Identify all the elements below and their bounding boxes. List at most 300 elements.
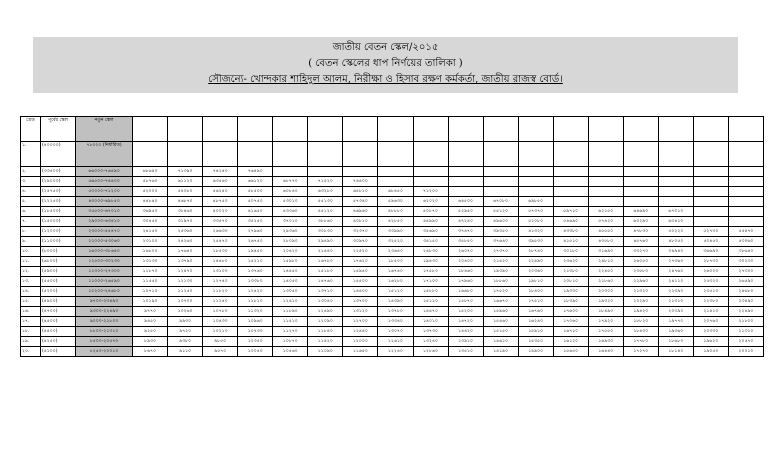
step-cell: ৪৬৮৭০ [168, 197, 203, 207]
step-cell: ৩৩২৭০ [623, 247, 658, 257]
header-row [21, 117, 764, 142]
step-cell [658, 142, 693, 167]
step-cell: ২৪২৬০ [168, 237, 203, 247]
step-cell: ২১৮০০ [728, 317, 763, 327]
step-cell: ৮৬৭০ [133, 347, 168, 357]
step-cell: ৫৬২৪০ [203, 187, 238, 197]
step-cell: ১২২৪০ [378, 347, 413, 357]
step-cell: ২০৩৩০ [693, 327, 728, 337]
step-cell: ২৬৫৯০ [728, 277, 763, 287]
step-cell: ৩৫২৫০ [238, 217, 273, 227]
step-cell: ২৫৪৭০ [203, 237, 238, 247]
step-cell [413, 142, 448, 167]
step-cell: ৪৮৮৮০ [378, 207, 413, 217]
step-cell [728, 167, 763, 177]
step-cell [553, 177, 588, 187]
step-cell: ১৮৩৯০ [553, 297, 588, 307]
grade-cell: ১১. [21, 257, 41, 267]
step-cell: ৪৭৮৩০ [623, 227, 658, 237]
step-cell: ৩৮৪৬০ [168, 207, 203, 217]
step-cell [518, 142, 553, 167]
step-cell: ৫৩০১০ [273, 197, 308, 207]
step-cell: ৪৩৫৮০ [588, 237, 623, 247]
step-cell: ৪৮৭৫০ [203, 197, 238, 207]
grade-cell: ৮. [21, 227, 41, 237]
step-cell: ১৭১০০ [413, 277, 448, 287]
step-cell: ১২৬১০ [378, 337, 413, 347]
step-cell: ১৭৬৪০ [168, 247, 203, 257]
step-cell: ৫০৮৭০ [413, 207, 448, 217]
step-cell: ৯৮৫০ [203, 337, 238, 347]
step-cell: ৪১৬৫০ [238, 207, 273, 217]
step-cell: ৬২১৫০ [588, 207, 623, 217]
step-cell: ১২৪২০ [238, 287, 273, 297]
grade-cell: ৬. [21, 207, 41, 217]
step-cell: ৯৭২০ [168, 327, 203, 337]
step-cell: ৫০৭৫০ [238, 197, 273, 207]
step-cell [448, 167, 483, 177]
grade-cell: ৩. [21, 177, 41, 187]
step-cell: ২৪৮১০ [588, 257, 623, 267]
step-cell: ১৩৭৩০ [413, 327, 448, 337]
step-cell: ১৯৩৬০ [658, 327, 693, 337]
step-cell: ২১৪৪০ [308, 247, 343, 257]
header-empty-cell [238, 117, 273, 142]
step-cell: ১৭৬২০ [343, 257, 378, 267]
step-cell [588, 187, 623, 197]
old-scale-cell: (৪৫০০) [41, 317, 76, 327]
step-cell: ৩৩৫৭০ [203, 217, 238, 227]
old-scale-cell: (২২২৫০) [41, 197, 76, 207]
step-cell: ১১৫১০ [273, 317, 308, 327]
new-scale-cell: ৫০০০০-৭১২০০ [76, 187, 133, 197]
new-scale-cell: ৮৫০০-২০৫৭০ [76, 337, 133, 347]
step-cell: ৭৪৪০০ [343, 177, 378, 187]
step-cell: ১১২৫০ [168, 287, 203, 297]
step-cell: ২৪৭৬০ [658, 267, 693, 277]
old-scale-cell: (৫২০০) [41, 287, 76, 297]
step-cell: ১৩১৩০ [133, 257, 168, 267]
step-cell: ১৬২৪০ [518, 317, 553, 327]
new-scale-cell: ৮২৫০-২০০১০ [76, 347, 133, 357]
step-cell: ৫২৯৫০ [448, 207, 483, 217]
step-cell: ১১২৪০ [203, 297, 238, 307]
step-cell [483, 177, 518, 187]
step-cell: ৫২৭৩০ [693, 227, 728, 237]
step-cell: ১৫৯৪০ [343, 267, 378, 277]
table-row [21, 237, 764, 247]
step-cell: ৪৩৩৬০ [273, 207, 308, 217]
step-cell: ১২৭০০ [343, 317, 378, 327]
step-cell: ১২৭৪০ [203, 277, 238, 287]
step-cell [413, 177, 448, 187]
step-cell: ১৩৩৪০ [378, 317, 413, 327]
header-empty-cell [203, 117, 238, 142]
step-cell: ১০২৬০ [168, 307, 203, 317]
step-cell: ১৩৭৯০ [168, 257, 203, 267]
old-scale-cell: (১১০০০) [41, 237, 76, 247]
step-cell: ২৬৭৫০ [238, 237, 273, 247]
step-cell: ১৩৭০০ [343, 297, 378, 307]
step-cell: ২১৩২০ [623, 287, 658, 297]
step-cell: ১০৩৫০ [238, 337, 273, 347]
step-cell: ১৯৩৩০ [553, 287, 588, 297]
step-cell: ৫৯৭১০ [553, 207, 588, 217]
step-cell: ৩৪১৫০ [413, 237, 448, 247]
step-cell [623, 167, 658, 177]
step-cell: ১২৪৭০ [168, 267, 203, 277]
step-cell: ২৮৭৪০ [518, 247, 553, 257]
step-cell: ৯৭৭০ [133, 307, 168, 317]
step-cell: ১৭৫৫০ [588, 327, 623, 337]
step-cell: ১০৫৬০ [273, 347, 308, 357]
step-cell: ১৮১৪০ [658, 347, 693, 357]
step-cell: ১৩০৫০ [273, 287, 308, 297]
step-cell: ২০৩০০ [588, 287, 623, 297]
step-cell: ৩৫৬৯০ [413, 227, 448, 237]
step-cell: ৩৮৮৬০ [308, 217, 343, 227]
step-cell: ১৭৯৬০ [448, 277, 483, 287]
step-cell: ১৫৬৫০ [553, 347, 588, 357]
step-cell: ৬০২৯০ [623, 217, 658, 227]
step-cell: ১৫১১০ [413, 297, 448, 307]
grade-cell: ২. [21, 167, 41, 177]
step-cell: ৫৭৩৭০ [518, 207, 553, 217]
step-cell: ৬৬১২০ [238, 177, 273, 187]
step-cell: ১৪৪৭০ [413, 307, 448, 317]
step-cell: ১৫১৮০ [308, 267, 343, 277]
step-cell: ৬৩৫৬০ [203, 177, 238, 187]
step-cell: ৬৭০১০ [658, 207, 693, 217]
step-cell: ২১৩১০ [658, 297, 693, 307]
step-cell: ৯৯৩০ [168, 317, 203, 327]
step-cell: ১৯৪৫০ [238, 247, 273, 257]
step-cell [378, 167, 413, 177]
grade-cell: ৭. [21, 217, 41, 227]
step-cell: ২৬০৭০ [448, 247, 483, 257]
step-cell: ২০৩৬০ [518, 267, 553, 277]
step-cell: ৯৪৫০ [133, 317, 168, 327]
step-cell: ১০৭৩০ [238, 327, 273, 337]
old-scale-cell: (১৫০০০) [41, 217, 76, 227]
step-cell: ৫৫১২০ [483, 207, 518, 217]
step-cell: ১৫৯৮০ [273, 257, 308, 267]
step-cell: ১৫৩৫০ [518, 337, 553, 347]
step-cell: ১৮৬৮০ [658, 337, 693, 347]
old-scale-cell: (৫৫০০) [41, 277, 76, 287]
step-cell: ৫৮৫০০ [238, 187, 273, 197]
step-cell: ২৭৯৬০ [238, 227, 273, 237]
step-cell: ১৭০৬০ [553, 317, 588, 327]
old-scale-cell: (১২০০০) [41, 227, 76, 237]
header-empty-cell [623, 117, 658, 142]
step-cell: ৩০৮৩০ [308, 227, 343, 237]
step-cell [448, 142, 483, 167]
step-cell: ১৫১৫০ [483, 327, 518, 337]
step-cell: ৩৭৬৪০ [483, 237, 518, 247]
step-cell: ৩৭৪৭০ [448, 227, 483, 237]
step-cell: ৩৩৯৯০ [378, 227, 413, 237]
header-empty-cell [588, 117, 623, 142]
step-cell [693, 217, 728, 227]
step-cell: ১৮৫০০ [378, 257, 413, 267]
step-cell: ১১৮৪০ [308, 327, 343, 337]
credit-line: সৌজন্যে- খোন্দকার শাহিদুল আলম, নিরীক্ষা ও হিসাব রক্ষণ কর্মকর্তা, জাতীয় রাজস্ব বোর্ড। [208, 74, 563, 85]
step-cell: ৩২৩৭০ [343, 227, 378, 237]
step-cell: ২০০১০ [728, 347, 763, 357]
step-cell [518, 177, 553, 187]
step-cell: ১৯৪২০ [623, 307, 658, 317]
step-cell: ১৬৭৮০ [308, 257, 343, 267]
table-row [21, 337, 764, 347]
step-cell: ২৬৬৩০ [203, 227, 238, 237]
step-cell: ২৪৬৮০ [728, 287, 763, 297]
step-cell [693, 177, 728, 187]
step-cell: ১৮৫৩০ [203, 247, 238, 257]
step-cell: ১২১৩০ [168, 277, 203, 287]
grade-cell: ১০. [21, 247, 41, 257]
step-cell: ৬৮৭৭০ [273, 177, 308, 187]
step-cell [658, 167, 693, 177]
step-cell: ২৮৭৩০ [693, 257, 728, 267]
step-cell: ১৬৯৩০ [588, 337, 623, 347]
step-cell: ৬০৮৪০ [273, 187, 308, 197]
step-cell: ১৯৭৭০ [658, 317, 693, 327]
step-cell: ৯৫৭০ [203, 347, 238, 357]
header-empty-cell [413, 117, 448, 142]
step-cell [483, 167, 518, 177]
new-scale-cell: ৮৮০০-২১৩১০ [76, 327, 133, 337]
step-cell: ১৯৪৩০ [413, 257, 448, 267]
table-row [21, 307, 764, 317]
step-cell [273, 167, 308, 177]
step-cell: ৪১৫১০ [553, 237, 588, 247]
step-cell [728, 207, 763, 217]
new-scale-cell: ৯৭০০-২৩৪৯০ [76, 297, 133, 307]
step-cell: ১২০০০ [343, 337, 378, 347]
step-cell: ১৫১২০ [378, 287, 413, 297]
step-cell [553, 142, 588, 167]
step-cell [623, 177, 658, 187]
old-scale-cell: (৪১০০) [41, 347, 76, 357]
step-cell: ১৮৮৬০ [483, 277, 518, 287]
step-cell: ২০৮১০ [553, 277, 588, 287]
table-row [21, 167, 764, 177]
step-cell: ১১৩২০ [238, 307, 273, 317]
step-cell: ১৫৮৮০ [413, 287, 448, 297]
step-cell: ৩২৫২০ [378, 237, 413, 247]
step-cell [693, 187, 728, 197]
step-cell: ২০২৯০ [623, 297, 658, 307]
grade-header: গ্রেড [21, 117, 41, 142]
step-cell [168, 142, 203, 167]
step-cell: ২২৪৯০ [518, 257, 553, 267]
step-cell: ১৪৭২০ [448, 317, 483, 327]
header-empty-cell [168, 117, 203, 142]
step-cell: ১৮৮২০ [623, 317, 658, 327]
old-scale-cell: (২৫৭৫০) [41, 187, 76, 197]
old-scale-cell: (৪৯০০) [41, 297, 76, 307]
table-row [21, 197, 764, 207]
step-cell: ২০৪২০ [273, 247, 308, 257]
old-scale-cell: (১৮৫০০) [41, 207, 76, 217]
step-cell: ২২৪৫০ [588, 267, 623, 277]
step-cell [448, 187, 483, 197]
step-cell [343, 167, 378, 177]
new-scale-cell: ৪৩০০০-৬৯৮৫০ [76, 197, 133, 207]
page-subtitle: ( বেতন স্কেলের ধাপ নির্ণয়ের তালিকা ) [308, 58, 463, 69]
table-row [21, 267, 764, 277]
table-row [21, 257, 764, 267]
step-cell: ৩৭০১০ [273, 217, 308, 227]
step-cell: ৫৪৬৯০ [553, 217, 588, 227]
step-cell: ২৭৩৬০ [658, 257, 693, 267]
grade-cell: ১২. [21, 267, 41, 277]
step-cell: ২৩৪৯০ [728, 297, 763, 307]
step-cell: ৩০৪৫০ [133, 217, 168, 227]
step-cell [553, 167, 588, 177]
header-empty-cell [658, 117, 693, 142]
table-row [21, 227, 764, 237]
step-cell: ২০৫৭০ [728, 337, 763, 347]
step-cell: ৯১১০ [168, 347, 203, 357]
grade-cell: ৫. [21, 197, 41, 207]
step-cell: ৫৮৭৬০ [133, 177, 168, 187]
header-empty-cell [378, 117, 413, 142]
step-cell: ১৭৫২০ [483, 287, 518, 297]
grade-cell: ১৮. [21, 327, 41, 337]
step-cell [693, 207, 728, 217]
step-cell: ৭১২০০ [413, 187, 448, 197]
step-cell: ১৯৩৯০ [483, 267, 518, 277]
new-scale-cell: ১২৫০০-৩০২৩০ [76, 257, 133, 267]
old-scale-cell: (৪৪০০) [41, 327, 76, 337]
step-cell [658, 177, 693, 187]
step-cell: ১৪০৫০ [273, 277, 308, 287]
step-cell [378, 142, 413, 167]
step-cell: ১২০৯০ [308, 317, 343, 327]
pay-scale-table [20, 116, 764, 357]
header-empty-cell [553, 117, 588, 142]
step-cell: ১০৯৬০ [238, 317, 273, 327]
step-cell: ১৪৪৫০ [273, 267, 308, 277]
step-cell: ১৬১২০ [553, 337, 588, 347]
table-row [21, 142, 764, 167]
step-cell: ২১৮৬০ [588, 277, 623, 287]
step-cell [588, 177, 623, 187]
step-cell: ১৪৪০০ [343, 287, 378, 297]
grade-cell: ১৪. [21, 287, 41, 297]
step-cell [623, 197, 658, 207]
step-cell: ২৯৪৯০ [308, 237, 343, 247]
grade-cell: ১৩. [21, 277, 41, 287]
header-empty-cell [693, 117, 728, 142]
step-cell: ১৫৯১০ [518, 327, 553, 337]
step-cell: ২৭৩৭০ [483, 247, 518, 257]
step-cell: ৩০৯৭০ [343, 237, 378, 247]
step-cell [448, 177, 483, 187]
step-cell: ১৪৪৮০ [203, 257, 238, 267]
table-row [21, 187, 764, 197]
step-cell [658, 187, 693, 197]
step-cell: ১৯৩২০ [588, 297, 623, 307]
step-cell: ৪০০২০ [203, 207, 238, 217]
step-cell: ৬৪৬৯০ [623, 207, 658, 217]
table-row [21, 247, 764, 257]
step-cell [238, 142, 273, 167]
new-scale-cell: ৯০০০-২১৮০০ [76, 317, 133, 327]
step-cell: ১৪৯০০ [518, 347, 553, 357]
step-cell: ১৪১৯০ [483, 347, 518, 357]
step-cell: ১৩১২০ [343, 307, 378, 317]
old-scale-header: পূর্বের স্কেল [41, 117, 76, 142]
step-cell: ২২৫২০ [343, 247, 378, 257]
step-cell: ১১৮২০ [203, 287, 238, 297]
step-cell: ৫৪০৮০ [168, 187, 203, 197]
step-cell: ১১৮৯০ [273, 307, 308, 317]
table-row [21, 297, 764, 307]
step-cell [623, 142, 658, 167]
step-cell: ৪৪৮৪০ [133, 197, 168, 207]
step-cell: ৫০২২০ [658, 227, 693, 237]
step-cell: ১৭৬০০ [553, 307, 588, 317]
step-cell: ১৪৩৯০ [378, 297, 413, 307]
step-cell: ১৬৬৮০ [448, 287, 483, 297]
step-cell: ৩০১৮০ [553, 247, 588, 257]
step-cell: ১৩১০০ [203, 267, 238, 277]
step-cell: ১১৮৭০ [133, 267, 168, 277]
step-cell: ১৩০৪০ [308, 297, 343, 307]
step-cell: ৬৫৮১০ [343, 187, 378, 197]
grade-cell: ৯. [21, 237, 41, 247]
step-cell: ১৬৬৭০ [483, 297, 518, 307]
step-cell: ১১২৭০ [273, 327, 308, 337]
step-cell: ২০৭৬০ [693, 317, 728, 327]
step-cell: ৪৮০৫০ [658, 237, 693, 247]
step-cell [728, 142, 763, 167]
step-cell: ১০৭৮০ [203, 307, 238, 317]
step-cell: ১৭৭৮০ [623, 337, 658, 347]
header-empty-cell [728, 117, 763, 142]
header-empty-cell [448, 117, 483, 142]
table-body [21, 117, 764, 357]
step-cell: ৯৩৮০ [168, 337, 203, 347]
step-cell: ৬২০২০ [413, 197, 448, 207]
step-cell [728, 197, 763, 207]
step-cell: ৯২৫০ [133, 327, 168, 337]
step-cell: ৫২০০০ [133, 187, 168, 197]
header-empty-cell [518, 117, 553, 142]
step-cell: ৪০৮১০ [343, 217, 378, 227]
step-cell: ২৮০৯০ [273, 237, 308, 247]
step-cell: ১৮৪৬০ [448, 267, 483, 277]
step-cell: ১৭২৭০ [623, 347, 658, 357]
step-cell: ৬৯৮৫০ [518, 197, 553, 207]
new-scale-cell: ২৩০০০-৫৫৪৭০ [76, 227, 133, 237]
step-cell: ১৯৮১০ [518, 277, 553, 287]
table-row [21, 177, 764, 187]
grade-cell: ৪. [21, 187, 41, 197]
grade-cell: ১৯. [21, 337, 41, 347]
step-cell: ৭১৩৯০ [168, 167, 203, 177]
new-scale-cell: ২৯০০০-৬৩৪১০ [76, 217, 133, 227]
step-cell: ১৩৯১০ [448, 337, 483, 347]
step-cell: ১০০৫০ [238, 347, 273, 357]
table-row [21, 287, 764, 297]
step-cell: ১২৪৪০ [343, 327, 378, 337]
step-cell: ১৮৪৯০ [588, 307, 623, 317]
header-empty-cell [483, 117, 518, 142]
